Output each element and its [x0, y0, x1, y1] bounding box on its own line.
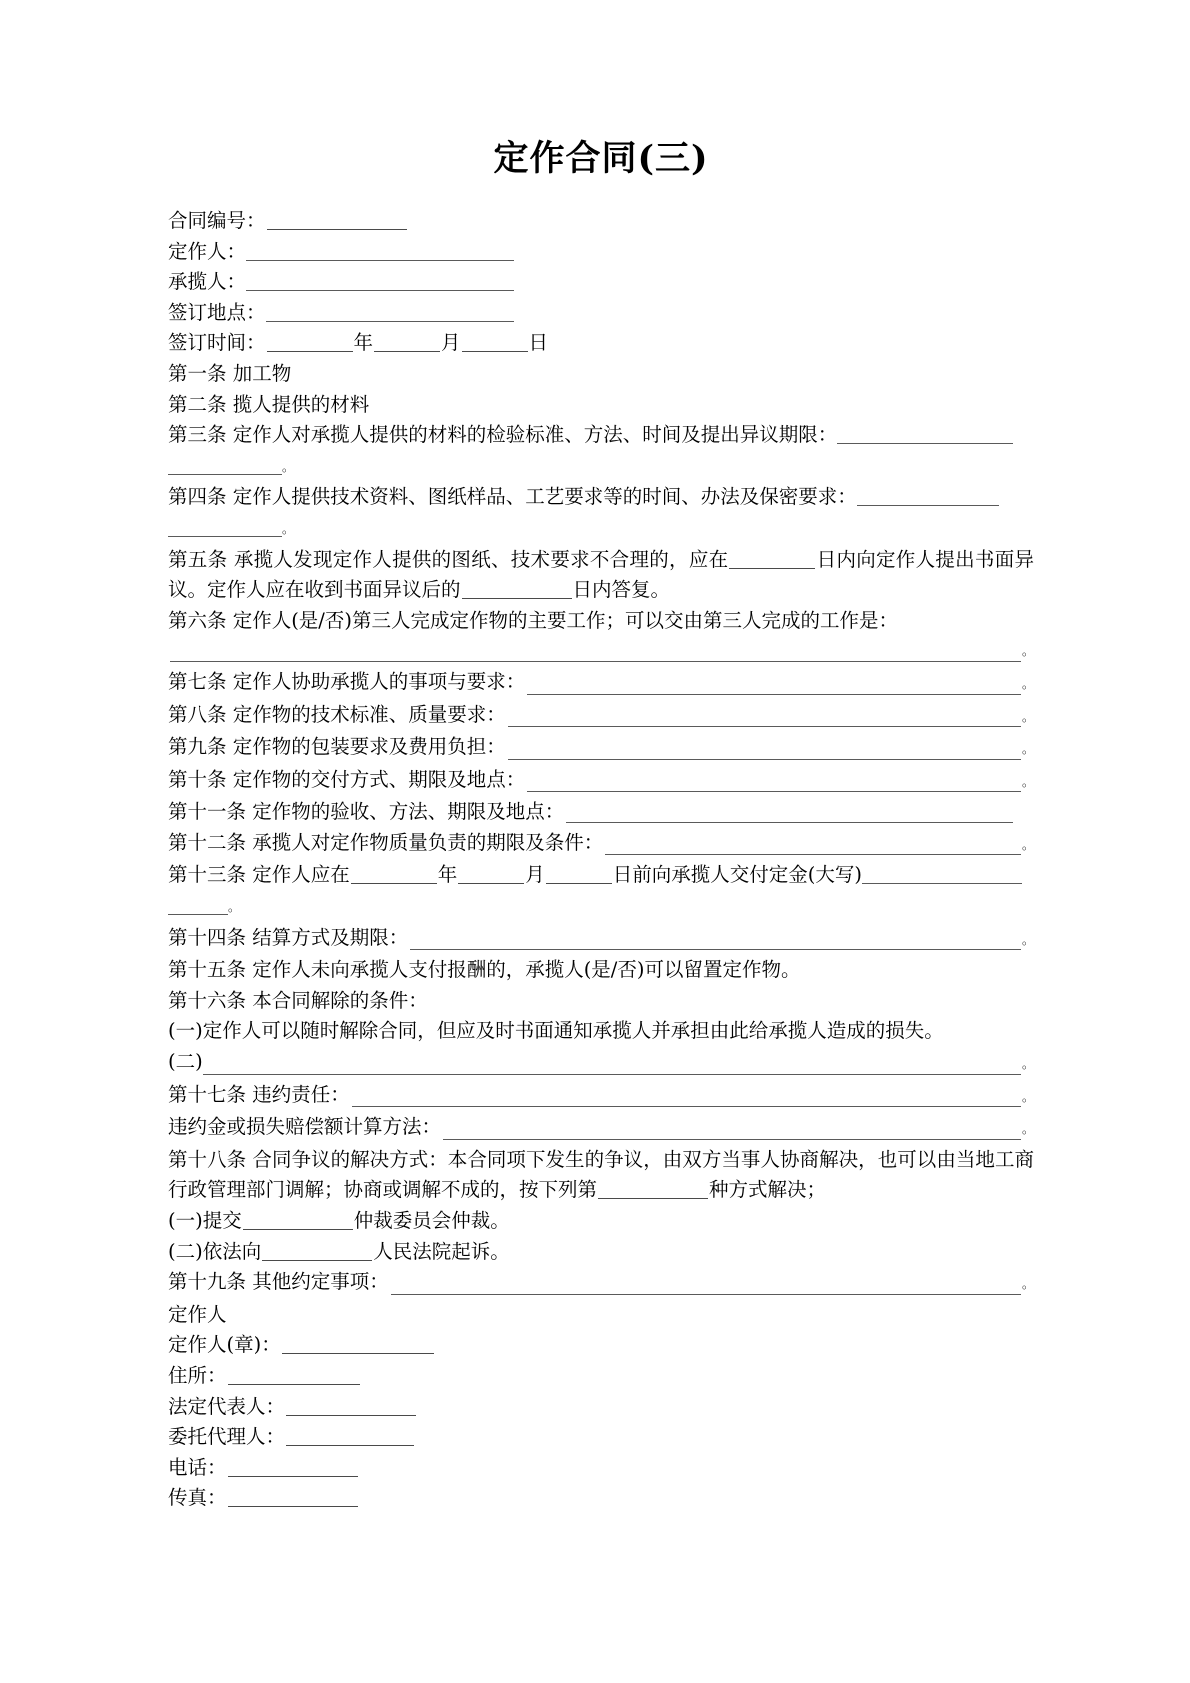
field-sign-place-input[interactable] [266, 306, 514, 322]
clause-16-item-2 [168, 1047, 1034, 1080]
clause-19-label: 第十九条 其他约定事项： [168, 1270, 389, 1294]
clause-11-input[interactable] [566, 808, 1013, 823]
clause-9 [168, 732, 1034, 765]
clause-12 [168, 828, 1034, 861]
signature-field-phone-label: 电话： [168, 1455, 227, 1479]
sign-date-month-input[interactable] [374, 336, 440, 352]
signature-field-address-input[interactable] [228, 1369, 360, 1385]
clause-3-label: 第三条 定作人对承揽人提供的材料的检验标准、方法、时间及提出异议期限： [168, 423, 838, 447]
clause-11-label: 第十一条 定作物的验收、方法、期限及地点： [168, 800, 565, 824]
signature-field-phone-input[interactable] [228, 1461, 358, 1477]
signature-field-fax-input[interactable] [228, 1491, 358, 1507]
clause-19-input[interactable] [391, 1280, 1021, 1295]
field-sign-date-row [168, 328, 1034, 359]
clause-13-part1: 第十三条 定作人应在 [168, 863, 350, 887]
clause-18-court-input[interactable] [262, 1245, 372, 1261]
clause-7-label: 第七条 定作人协助承揽人的事项与要求： [168, 669, 526, 693]
clause-19 [168, 1267, 1034, 1300]
signature-field-agent-input[interactable] [286, 1430, 414, 1446]
clause-8 [168, 700, 1034, 733]
clause-5-part1: 第五条 承揽人发现定作人提供的图纸、技术要求不合理的，应在 [168, 547, 729, 571]
clause-17 [168, 1080, 1034, 1113]
clause-12-label: 第十二条 承揽人对定作物质量负责的期限及条件： [168, 830, 604, 854]
field-orderer-row [168, 237, 1034, 268]
clause-16-item-1: (一)定作人可以随时解除合同，但应及时书面通知承揽人并承担由此给承揽人造成的损失。 [168, 1019, 944, 1043]
clause-5-days-input-2[interactable] [462, 583, 572, 599]
signature-field-seal-label: 定作人(章)： [168, 1333, 281, 1357]
clause-13-deposit-input[interactable] [862, 868, 1022, 884]
clause-1: 第一条 加工物 [168, 361, 292, 385]
signature-field-fax [168, 1483, 1034, 1514]
clause-4 [168, 482, 1034, 513]
clause-3-continuation [168, 451, 1034, 483]
clause-18-item-2-suffix: 人民法院起诉。 [373, 1239, 510, 1263]
clause-13-day-input[interactable] [546, 868, 612, 884]
field-orderer-label: 定作人： [168, 239, 247, 263]
signature-party-heading: 定作人 [168, 1302, 227, 1326]
sign-date-year-input[interactable] [267, 336, 353, 352]
field-sign-date-label: 签订时间： [168, 331, 266, 355]
clause-13-month-input[interactable] [458, 868, 524, 884]
clause-18-item-2-prefix: (二)依法向 [168, 1239, 262, 1263]
clause-17-label: 第十七条 违约责任： [168, 1082, 350, 1106]
clause-13-year-input[interactable] [351, 868, 437, 884]
page-title: 定作合同(三) [493, 138, 709, 179]
clause-5-part3: 日内答复。 [572, 578, 671, 602]
clause-18-item-1-prefix: (一)提交 [168, 1209, 242, 1232]
clause-18-item-2 [168, 1237, 1034, 1268]
signature-field-agent-label: 委托代理人： [168, 1425, 286, 1449]
clause-3-input-2[interactable] [168, 459, 282, 475]
signature-field-address-label: 住所： [168, 1363, 227, 1387]
clause-18 [168, 1145, 1034, 1206]
clause-13-year-unit: 年 [437, 863, 458, 887]
sign-date-day-input[interactable] [462, 336, 528, 352]
clause-6-period: 。 [1021, 644, 1034, 659]
clause-10 [168, 765, 1034, 798]
document-body [168, 138, 1034, 1514]
clause-2: 第二条 揽人提供的材料 [168, 392, 370, 416]
clause-13-day-text: 日前向承揽人交付定金(大写) [612, 863, 862, 887]
signature-field-seal-input[interactable] [282, 1338, 434, 1354]
clause-18-item-1-suffix: 仲裁委员会仲裁。 [353, 1209, 510, 1232]
signature-field-legal-rep-input[interactable] [286, 1400, 416, 1416]
clause-4-period: 。 [282, 521, 295, 536]
clause-17-penalty-method-input[interactable] [443, 1125, 1021, 1140]
clause-3-input[interactable] [837, 428, 1013, 444]
clause-3 [168, 420, 1034, 451]
clause-9-label: 第九条 定作物的包装要求及费用负担： [168, 735, 506, 759]
clause-16-item-2-period: 。 [1021, 1057, 1034, 1072]
clause-18-part1: 第十八条 合同争议的解决方式：本合同项下发生的争议，由双方当事人协商解决，也可以由当地工商行政管理部门调解；协商或调解不成的，按下列第 [168, 1147, 1034, 1202]
clause-13 [168, 860, 1034, 891]
clause-9-input[interactable] [508, 745, 1021, 760]
clause-13-month-unit: 月 [525, 863, 545, 887]
clause-10-label: 第十条 定作物的交付方式、期限及地点： [168, 767, 526, 791]
clause-4-input-2[interactable] [168, 521, 282, 537]
clause-4-label: 第四条 定作人提供技术资料、图纸样品、工艺要求等的时间、办法及保密要求： [168, 485, 857, 509]
clause-9-period: 。 [1021, 742, 1034, 757]
clause-18-item-1 [168, 1206, 1034, 1237]
clause-10-input[interactable] [527, 777, 1021, 792]
signature-field-legal-rep [168, 1392, 1034, 1423]
field-sign-place-row [168, 298, 1034, 329]
clause-10-period: 。 [1021, 774, 1034, 789]
clause-5-days-input-1[interactable] [729, 553, 815, 569]
clause-17-input[interactable] [352, 1092, 1021, 1107]
clause-11 [168, 797, 1034, 828]
clause-17-period: 。 [1021, 1089, 1034, 1104]
field-contractor-input[interactable] [246, 275, 514, 291]
clause-6-rule-row [168, 636, 1034, 667]
clause-12-period: 。 [1021, 837, 1034, 852]
field-orderer-input[interactable] [246, 245, 514, 261]
clause-8-label: 第八条 定作物的技术标准、质量要求： [168, 702, 506, 726]
field-contract-number-input[interactable] [267, 214, 407, 230]
clause-8-period: 。 [1021, 709, 1034, 724]
clause-16-label: 第十六条 本合同解除的条件： [168, 988, 428, 1012]
sign-date-year-unit: 年 [353, 331, 374, 355]
field-sign-place-label: 签订地点： [168, 300, 266, 324]
clause-3-period: 。 [282, 459, 295, 474]
field-contract-number-label: 合同编号： [168, 209, 266, 232]
signature-field-address [168, 1361, 1034, 1392]
clause-17-penalty-method-period: 。 [1021, 1122, 1034, 1137]
sign-date-day-unit: 日 [528, 331, 549, 355]
clause-8-input[interactable] [508, 712, 1021, 727]
clause-13-period: 。 [228, 900, 241, 915]
signature-field-legal-rep-label: 法定代表人： [168, 1394, 286, 1418]
signature-field-phone [168, 1453, 1034, 1484]
clause-14 [168, 923, 1034, 956]
clause-16-item-2-input[interactable] [203, 1060, 1021, 1075]
clause-17-penalty-method [168, 1112, 1034, 1145]
signature-field-agent [168, 1422, 1034, 1453]
clause-6: 第六条 定作人(是/否)第三人完成定作物的主要工作；可以交由第三人完成的工作是： [168, 608, 898, 632]
clause-12-input[interactable] [605, 840, 1021, 855]
clause-16-item-2-label: (二) [168, 1050, 203, 1074]
clause-14-label: 第十四条 结算方式及期限： [168, 925, 409, 949]
field-contract-number-row [168, 206, 1034, 237]
clause-14-input[interactable] [410, 935, 1021, 950]
clause-4-input[interactable] [857, 490, 999, 506]
signature-field-seal [168, 1330, 1034, 1361]
clause-4-continuation [168, 513, 1034, 545]
field-contractor-label: 承揽人： [168, 270, 247, 294]
clause-13-continuation [168, 891, 1034, 923]
clause-18-method-input[interactable] [598, 1183, 708, 1199]
clause-17-penalty-method-label: 违约金或损失赔偿额计算方法： [168, 1115, 442, 1139]
clause-15: 第十五条 定作人未向承揽人支付报酬的，承揽人(是/否)可以留置定作物。 [168, 958, 801, 982]
clause-6-input[interactable] [170, 647, 1021, 662]
clause-19-period: 。 [1021, 1277, 1034, 1292]
signature-field-fax-label: 传真： [168, 1486, 227, 1510]
clause-14-period: 。 [1021, 932, 1034, 947]
clause-18-arbitration-input[interactable] [243, 1214, 353, 1230]
clause-5-part2: 日内向定作人提出书面异议。定作人应在收到书面异议后的 [168, 547, 1034, 602]
clause-7-input[interactable] [527, 680, 1021, 695]
field-contractor-row [168, 267, 1034, 298]
clause-18-part2: 种方式解决； [709, 1178, 827, 1202]
clause-7-period: 。 [1021, 676, 1034, 691]
sign-date-month-unit: 月 [441, 331, 461, 355]
clause-13-deposit-input-2[interactable] [168, 899, 228, 915]
clause-5 [168, 545, 1034, 606]
clause-7 [168, 667, 1034, 700]
